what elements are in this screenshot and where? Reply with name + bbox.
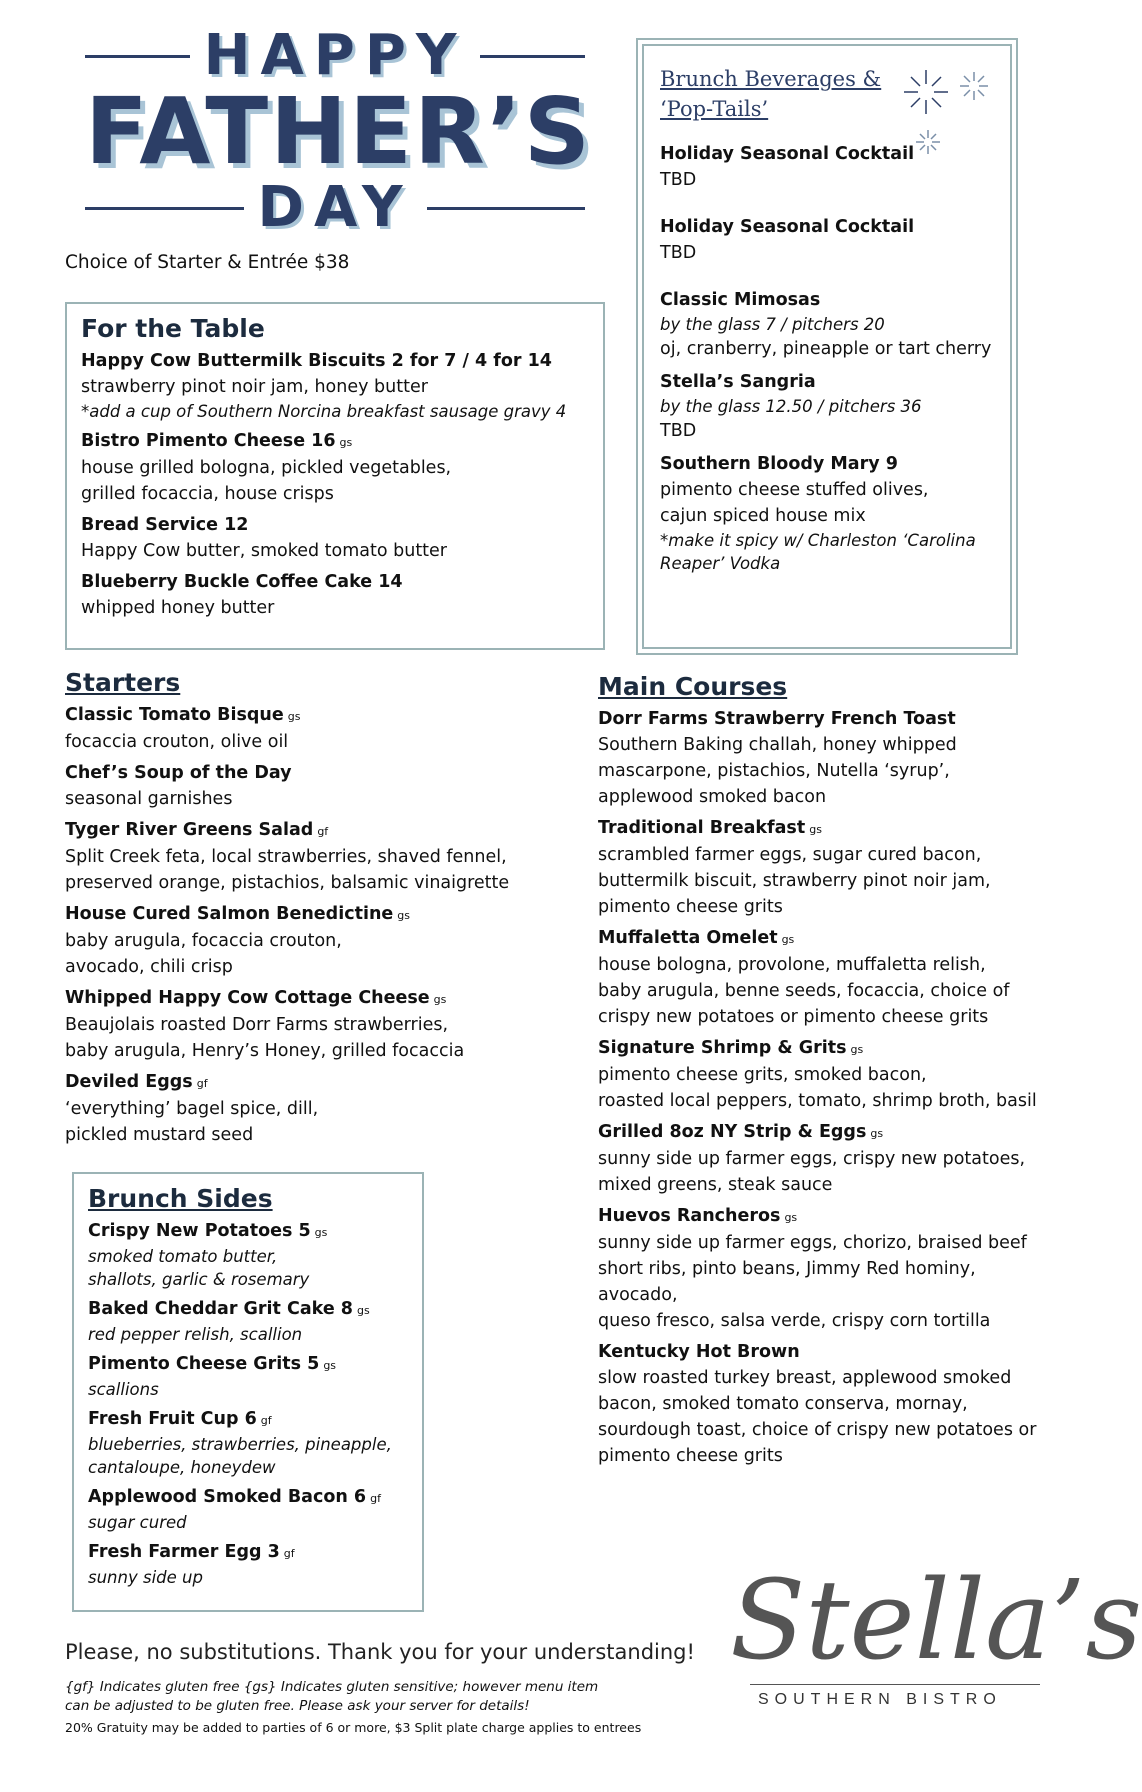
item-description: queso fresco, salsa verde, crispy corn tortilla — [598, 1311, 991, 1331]
menu-item — [598, 1340, 1048, 1469]
item-name — [88, 1540, 408, 1566]
item-name — [598, 1340, 1048, 1365]
item-description: Happy Cow butter, smoked tomato butter — [81, 541, 448, 561]
dietary-tag: gs — [339, 436, 353, 449]
item-description: buttermilk biscuit, strawberry pinot noir jam, — [598, 871, 991, 891]
menu-item — [88, 1219, 408, 1291]
for-the-table-box — [65, 302, 605, 650]
item-description: sunny side up — [88, 1568, 203, 1587]
starters-section — [65, 668, 535, 1154]
item-description: pickled mustard seed — [65, 1125, 254, 1145]
footer-message: Please, no substitutions. Thank you for your understanding! — [65, 1640, 695, 1664]
item-description: Southern Baking challah, honey whipped — [598, 735, 957, 755]
item-description: bacon, smoked tomato conserva, mornay, — [598, 1394, 968, 1414]
menu-item — [88, 1540, 408, 1589]
menu-item — [88, 1352, 408, 1401]
dietary-tag: gs — [784, 1211, 798, 1224]
item-note: *make it spicy w/ Charleston ‘Carolina Reaper’ Vodka — [660, 531, 976, 573]
item-name-text: Crispy New Potatoes 5 — [88, 1221, 311, 1241]
menu-item — [81, 570, 589, 621]
item-name — [660, 288, 994, 313]
item-description: Beaujolais roasted Dorr Farms strawberries, — [65, 1015, 449, 1035]
item-name-text: Bistro Pimento Cheese 16 — [81, 431, 336, 451]
dietary-tag: gs — [314, 1226, 328, 1239]
item-description: red pepper relish, scallion — [88, 1325, 303, 1344]
item-description: crispy new potatoes or pimento cheese grits — [598, 1007, 989, 1027]
item-name-text: Baked Cheddar Grit Cake 8 — [88, 1299, 353, 1319]
title-rule — [85, 55, 190, 58]
item-name-text: Holiday Seasonal Cocktail — [660, 217, 915, 237]
item-name-text: Signature Shrimp & Grits — [598, 1038, 847, 1058]
menu-item — [598, 816, 1048, 920]
item-name-text: Stella’s Sangria — [660, 372, 816, 392]
item-name-text: Dorr Farms Strawberry French Toast — [598, 709, 956, 729]
item-description: TBD — [660, 170, 697, 190]
dietary-tag: gf — [283, 1547, 295, 1560]
item-description: scallions — [88, 1380, 159, 1399]
dietary-tag: gs — [323, 1359, 337, 1372]
item-description: cajun spiced house mix — [660, 506, 866, 526]
menu-item — [88, 1485, 408, 1534]
dietary-tag: gs — [809, 823, 822, 836]
item-description: pimento cheese grits — [598, 1446, 783, 1466]
item-description: pimento cheese grits, smoked bacon, — [598, 1065, 927, 1085]
item-name-text: House Cured Salmon Benedictine — [65, 904, 394, 924]
item-description: mixed greens, steak sauce — [598, 1175, 833, 1195]
item-description: pimento cheese grits — [598, 897, 783, 917]
menu-item — [660, 288, 994, 362]
title-block — [85, 23, 592, 240]
item-description: strawberry pinot noir jam, honey butter — [81, 377, 428, 397]
item-description: house grilled bologna, pickled vegetables, — [81, 458, 452, 478]
section-title: Brunch Sides — [88, 1184, 273, 1213]
item-description: sunny side up farmer eggs, chorizo, braised beef — [598, 1233, 1027, 1253]
item-description: Split Creek feta, local strawberries, shaved fennel, — [65, 847, 507, 867]
item-description: oj, cranberry, pineapple or tart cherry — [660, 339, 992, 359]
item-name — [598, 1120, 1048, 1146]
item-description: shallots, garlic & rosemary — [88, 1270, 310, 1289]
dietary-tag: gs — [397, 909, 410, 922]
item-description: ‘everything’ bagel spice, dill, — [65, 1099, 319, 1119]
mains-section — [598, 672, 1048, 1475]
dietary-tag: gf — [196, 1077, 208, 1090]
menu-item — [660, 215, 994, 266]
title-rule — [85, 207, 244, 210]
item-description: TBD — [660, 243, 697, 263]
item-note: *add a cup of Southern Norcina breakfast sausage gravy 4 — [81, 402, 567, 421]
title-rule — [480, 55, 585, 58]
item-name — [81, 429, 589, 455]
item-description: scrambled farmer eggs, sugar cured bacon, — [598, 845, 982, 865]
item-name — [65, 703, 535, 729]
item-description: sourdough toast, choice of crispy new potatoes or — [598, 1420, 1037, 1440]
dietary-tag: gs — [781, 933, 795, 946]
menu-item — [65, 761, 535, 812]
item-name — [65, 818, 535, 844]
item-description: avocado, chili crisp — [65, 957, 233, 977]
menu-item — [598, 926, 1048, 1030]
dietary-tag: gs — [870, 1127, 884, 1140]
item-name-text: Chef’s Soup of the Day — [65, 763, 292, 783]
item-name-text: Fresh Fruit Cup 6 — [88, 1409, 257, 1429]
dietary-tag: gs — [850, 1043, 864, 1056]
item-name — [65, 1070, 535, 1096]
item-description: blueberries, strawberries, pineapple, — [88, 1435, 392, 1454]
section-title: For the Table — [81, 314, 265, 343]
item-description: applewood smoked bacon — [598, 787, 827, 807]
item-name-text: Blueberry Buckle Coffee Cake 14 — [81, 572, 403, 592]
menu-item — [88, 1297, 408, 1346]
item-description: slow roasted turkey breast, applewood smoked — [598, 1368, 1012, 1388]
beverages-box — [642, 44, 1012, 649]
item-name — [65, 761, 535, 786]
item-name-text: Tyger River Greens Salad — [65, 820, 314, 840]
item-name — [660, 370, 994, 395]
menu-item — [65, 1070, 535, 1148]
stellas-logo — [720, 1556, 1142, 1740]
item-name-text: Whipped Happy Cow Cottage Cheese — [65, 988, 430, 1008]
item-description: mascarpone, pistachios, Nutella ‘syrup’, — [598, 761, 950, 781]
item-name-text: Southern Bloody Mary 9 — [660, 454, 898, 474]
item-description: cantaloupe, honeydew — [88, 1458, 276, 1477]
item-name — [598, 926, 1048, 952]
title-day: DAY — [257, 175, 413, 240]
item-name-text: Bread Service 12 — [81, 515, 249, 535]
menu-item — [81, 349, 589, 423]
item-name — [88, 1485, 408, 1511]
item-name-text: Classic Tomato Bisque — [65, 705, 284, 725]
item-price: by the glass 7 / pitchers 20 — [660, 315, 885, 334]
item-name — [660, 215, 994, 240]
item-name-text: Happy Cow Buttermilk Biscuits 2 for 7 / 4 for 14 — [81, 351, 552, 371]
item-description: short ribs, pinto beans, Jimmy Red hominy, avocado, — [598, 1259, 976, 1305]
menu-item — [660, 370, 994, 444]
menu-item — [598, 1120, 1048, 1198]
item-name-text: Holiday Seasonal Cocktail — [660, 144, 915, 164]
dietary-tag: gf — [260, 1414, 272, 1427]
item-name — [598, 1204, 1048, 1230]
dietary-tag: gf — [370, 1492, 381, 1505]
item-name — [81, 513, 589, 538]
logo-script: Stella’s — [730, 1556, 1142, 1684]
item-name — [598, 707, 1048, 732]
menu-item — [81, 429, 589, 507]
item-name-text: Fresh Farmer Egg 3 — [88, 1542, 280, 1562]
item-description: pimento cheese stuffed olives, — [660, 480, 929, 500]
item-name — [65, 902, 535, 928]
item-description: seasonal garnishes — [65, 789, 233, 809]
fireworks-icon — [896, 62, 996, 162]
item-description: grilled focaccia, house crisps — [81, 484, 334, 504]
dietary-tag: gs — [287, 710, 301, 723]
item-name — [88, 1352, 408, 1378]
item-price: by the glass 12.50 / pitchers 36 — [660, 397, 922, 416]
menu-item — [88, 1407, 408, 1479]
menu-item — [81, 513, 589, 564]
dietary-tag: gf — [317, 825, 329, 838]
prix-fixe-note: Choice of Starter & Entrée $38 — [65, 252, 350, 273]
item-name-text: Applewood Smoked Bacon 6 — [88, 1487, 367, 1507]
item-description: focaccia crouton, olive oil — [65, 732, 289, 752]
item-name — [88, 1219, 408, 1245]
menu-item — [65, 902, 535, 980]
item-name — [598, 816, 1048, 842]
item-description: sugar cured — [88, 1513, 187, 1532]
section-title: Starters — [65, 668, 181, 697]
item-name-text: Pimento Cheese Grits 5 — [88, 1354, 320, 1374]
item-name — [81, 570, 589, 595]
menu-item — [65, 986, 535, 1064]
item-name-text: Deviled Eggs — [65, 1072, 193, 1092]
footer-gratuity: 20% Gratuity may be added to parties of 6 or more, $3 Split plate charge applies to entrees — [65, 1720, 642, 1735]
item-name-text: Kentucky Hot Brown — [598, 1342, 800, 1362]
item-name-text: Muffaletta Omelet — [598, 928, 778, 948]
menu-item — [598, 1204, 1048, 1334]
title-happy: HAPPY — [203, 23, 467, 88]
menu-item — [598, 1036, 1048, 1114]
title-fathers: FATHER’S — [85, 78, 592, 185]
item-name — [65, 986, 535, 1012]
item-description: baby arugula, focaccia crouton, — [65, 931, 342, 951]
item-description: baby arugula, benne seeds, focaccia, choice of — [598, 981, 1010, 1001]
footer-gluten-note: {gf} Indicates gluten free {gs} Indicates gluten sensitive; however menu item can be adjusted to be gluten free. Please ask your server for details! — [65, 1679, 599, 1714]
item-name-text: Huevos Rancheros — [598, 1206, 781, 1226]
item-description: house bologna, provolone, muffaletta relish, — [598, 955, 986, 975]
item-name — [88, 1407, 408, 1433]
item-name-text: Classic Mimosas — [660, 290, 821, 310]
item-description: smoked tomato butter, — [88, 1247, 278, 1266]
sides-box — [72, 1172, 424, 1612]
item-name — [81, 349, 589, 374]
item-name — [88, 1297, 408, 1323]
item-description: roasted local peppers, tomato, shrimp broth, basil — [598, 1091, 1037, 1111]
menu-item — [65, 818, 535, 896]
title-rule — [427, 207, 586, 210]
menu-item — [660, 452, 994, 575]
beverages-title: Brunch Beverages & ‘Pop-Tails’ — [660, 67, 882, 121]
dietary-tag: gs — [433, 993, 447, 1006]
menu-item — [598, 707, 1048, 810]
item-name — [660, 452, 994, 477]
item-name-text: Traditional Breakfast — [598, 818, 806, 838]
item-description: baby arugula, Henry’s Honey, grilled focaccia — [65, 1041, 465, 1061]
section-title: Main Courses — [598, 672, 788, 701]
item-description: TBD — [660, 421, 697, 441]
item-description: preserved orange, pistachios, balsamic vinaigrette — [65, 873, 510, 893]
item-description: sunny side up farmer eggs, crispy new potatoes, — [598, 1149, 1026, 1169]
dietary-tag: gs — [356, 1304, 370, 1317]
logo-subtitle: SOUTHERN BISTRO — [758, 1691, 1002, 1708]
item-description: whipped honey butter — [81, 598, 275, 618]
menu-item — [65, 703, 535, 755]
item-name-text: Grilled 8oz NY Strip & Eggs — [598, 1122, 867, 1142]
logo-rule — [750, 1684, 1040, 1685]
item-name — [598, 1036, 1048, 1062]
